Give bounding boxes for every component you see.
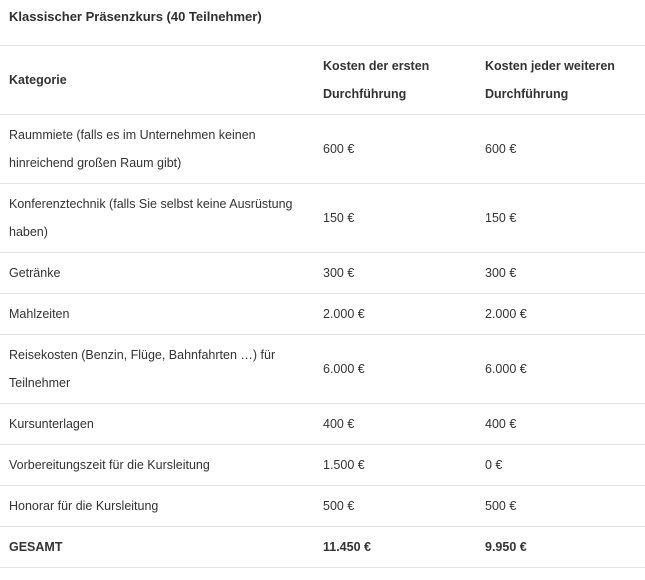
row-further-run-cost: 600 € xyxy=(476,115,645,184)
row-category: Vorbereitungszeit für die Kursleitung xyxy=(0,445,314,486)
table-row xyxy=(0,486,645,527)
header-first-run-cost: Kosten der ersten Durchführung xyxy=(314,46,476,115)
table-row xyxy=(0,445,645,486)
row-first-run-cost: 500 € xyxy=(314,486,476,527)
total-further-run-cost: 9.950 € xyxy=(476,527,645,568)
table-row xyxy=(0,115,645,184)
header-category: Kategorie xyxy=(0,46,314,115)
header-row xyxy=(0,46,645,115)
row-further-run-cost: 0 € xyxy=(476,445,645,486)
table-caption: Klassischer Präsenzkurs (40 Teilnehmer) xyxy=(9,9,262,24)
table-row xyxy=(0,184,645,253)
row-further-run-cost: 400 € xyxy=(476,404,645,445)
row-category: Honorar für die Kursleitung xyxy=(0,486,314,527)
row-category: Reisekosten (Benzin, Flüge, Bahnfahrten …) für Teilnehmer xyxy=(0,335,314,404)
total-first-run-cost: 11.450 € xyxy=(314,527,476,568)
row-further-run-cost: 500 € xyxy=(476,486,645,527)
row-first-run-cost: 6.000 € xyxy=(314,335,476,404)
table-row xyxy=(0,253,645,294)
total-row xyxy=(0,527,645,568)
table-row xyxy=(0,335,645,404)
row-category: Getränke xyxy=(0,253,314,294)
row-further-run-cost: 150 € xyxy=(476,184,645,253)
table-row xyxy=(0,294,645,335)
row-category: Konferenztechnik (falls Sie selbst keine Ausrüstung haben) xyxy=(0,184,314,253)
row-first-run-cost: 1.500 € xyxy=(314,445,476,486)
row-first-run-cost: 150 € xyxy=(314,184,476,253)
row-category: Mahlzeiten xyxy=(0,294,314,335)
row-category: Raummiete (falls es im Unternehmen keinen hinreichend großen Raum gibt) xyxy=(0,115,314,184)
row-further-run-cost: 2.000 € xyxy=(476,294,645,335)
row-first-run-cost: 600 € xyxy=(314,115,476,184)
header-further-run-cost: Kosten jeder weiteren Durchführung xyxy=(476,46,645,115)
cost-table xyxy=(0,45,645,568)
row-first-run-cost: 400 € xyxy=(314,404,476,445)
row-category: Kursunterlagen xyxy=(0,404,314,445)
row-further-run-cost: 300 € xyxy=(476,253,645,294)
table-row xyxy=(0,404,645,445)
total-label: GESAMT xyxy=(0,527,314,568)
row-first-run-cost: 2.000 € xyxy=(314,294,476,335)
row-first-run-cost: 300 € xyxy=(314,253,476,294)
row-further-run-cost: 6.000 € xyxy=(476,335,645,404)
